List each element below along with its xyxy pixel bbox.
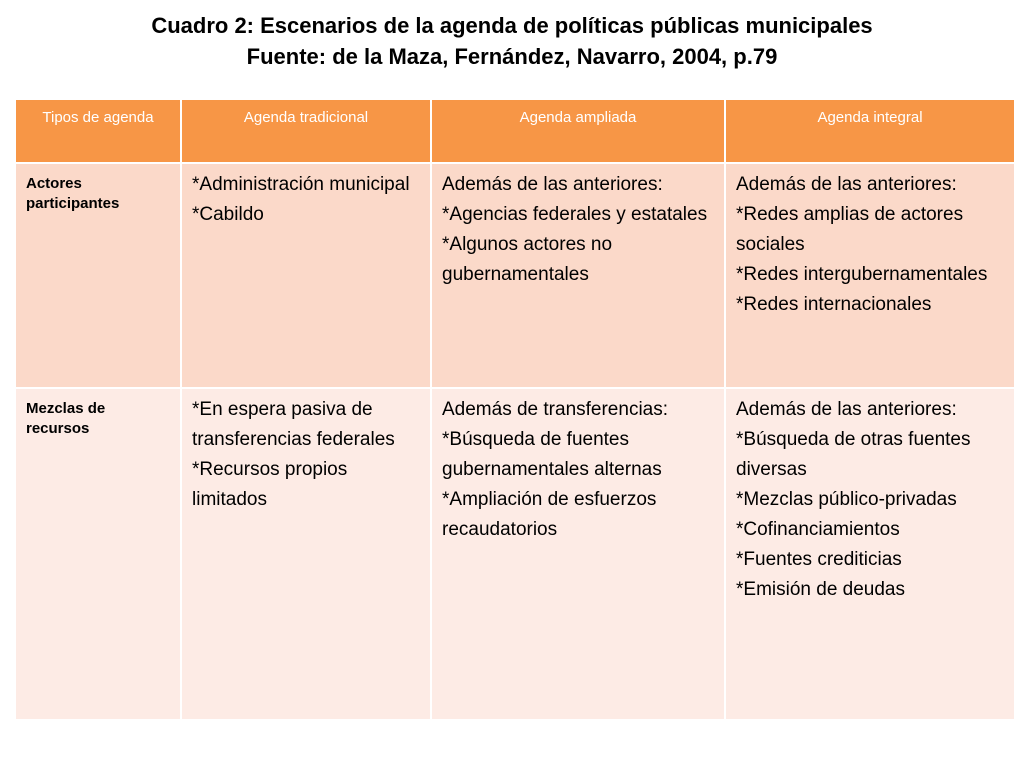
cell-line: *Búsqueda de otras fuentes diversas [736,429,971,480]
table-row-actores [15,163,1015,388]
cell-line: *Recursos propios limitados [192,459,348,510]
cell-line: *Cofinanciamientos [736,519,900,540]
cell-line: *Emisión de deudas [736,579,905,600]
cell-line: *Fuentes crediticias [736,549,902,570]
cell-actores-tradicional [181,163,431,388]
cell-line: *Administración municipal [192,174,410,195]
cell-mezclas-tradicional [181,388,431,720]
header-cell-tipos: Tipos de agenda [15,99,181,163]
header-cell-integral: Agenda integral [725,99,1015,163]
cell-line: *Redes intergubernamentales [736,264,988,285]
cell-line: *Búsqueda de fuentes gubernamentales alternas [442,429,662,480]
cell-actores-integral [725,163,1015,388]
table-row-mezclas [15,388,1015,720]
cell-line: *Agencias federales y estatales [442,204,708,225]
agenda-table [14,98,1016,721]
cell-line: *Cabildo [192,204,264,225]
cell-line: *Redes amplias de actores sociales [736,204,964,255]
cell-line: Además de las anteriores: [736,174,957,195]
header-row [15,99,1015,163]
title-line-1: Cuadro 2: Escenarios de la agenda de políticas públicas municipales [151,13,873,38]
cell-line: Además de las anteriores: [736,399,957,420]
title-line-2: Fuente: de la Maza, Fernández, Navarro, 2004, p.79 [246,44,778,69]
row-label-mezclas: Mezclas de recursos [15,388,181,720]
cell-mezclas-ampliada [431,388,725,720]
header-cell-ampliada: Agenda ampliada [431,99,725,163]
cell-line: Además de transferencias: [442,399,669,420]
cell-line: *En espera pasiva de transferencias federales [192,399,395,450]
row-label-actores: Actores participantes [15,163,181,388]
cell-line: Además de las anteriores: [442,174,663,195]
cell-actores-ampliada [431,163,725,388]
cell-line: *Mezclas público-privadas [736,489,957,510]
cell-line: *Algunos actores no gubernamentales [442,234,613,285]
header-cell-tradicional: Agenda tradicional [181,99,431,163]
cell-line: *Redes internacionales [736,294,932,315]
cell-line: *Ampliación de esfuerzos recaudatorios [442,489,657,540]
cell-mezclas-integral [725,388,1015,720]
slide-title [0,10,1024,72]
